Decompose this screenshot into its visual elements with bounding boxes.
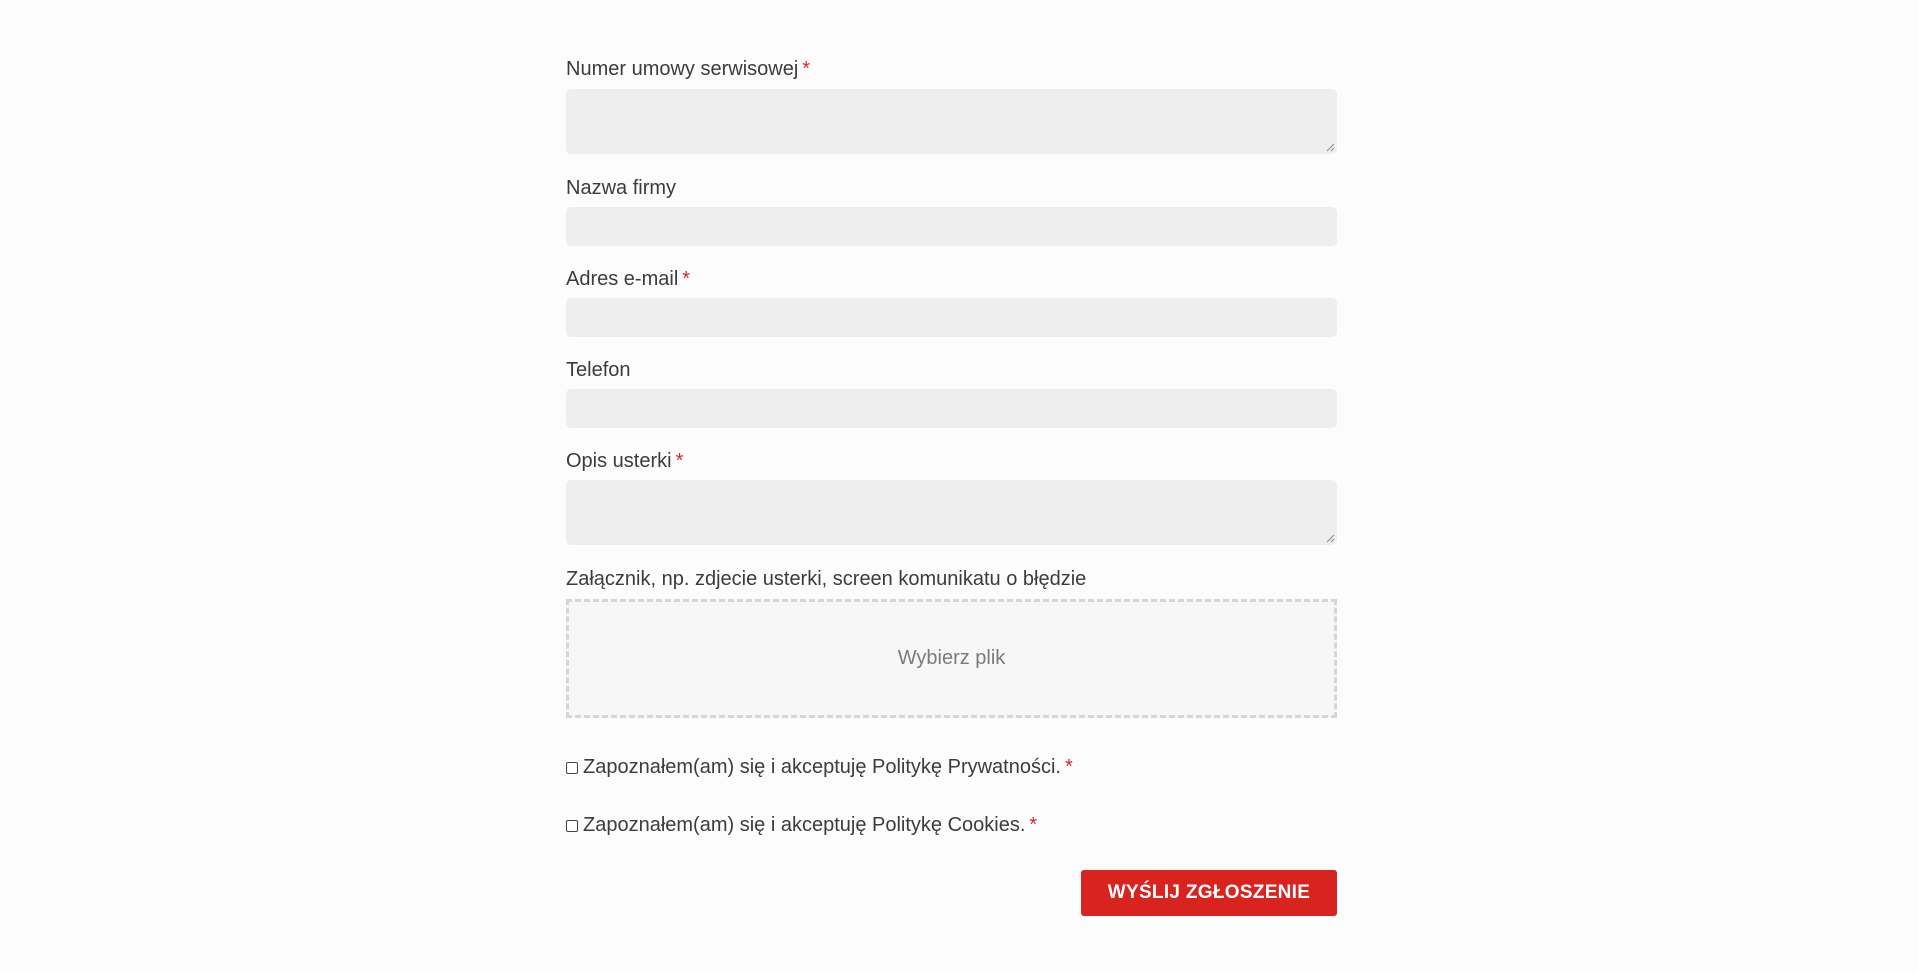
resize-grip-icon[interactable] (1325, 533, 1335, 543)
cookies-consent-row (566, 814, 1037, 837)
attachment-label: Załącznik, np. zdjecie usterki, screen komunikatu o błędzie (566, 568, 1087, 590)
choose-file-button[interactable]: Wybierz plik (897, 647, 1006, 669)
email-input[interactable] (566, 298, 1337, 337)
contract-number-label: Numer umowy serwisowej * (566, 58, 811, 80)
company-name-label: Nazwa firmy (566, 177, 677, 199)
email-label: Adres e-mail * (566, 268, 691, 290)
required-asterisk: * (802, 58, 811, 80)
cookies-consent-label: Zapoznałem(am) się i akceptuję Politykę Cookies. (583, 814, 1026, 836)
resize-grip-icon[interactable] (1325, 142, 1335, 152)
privacy-consent-row (566, 756, 1073, 779)
required-asterisk: * (1064, 756, 1073, 778)
submit-button[interactable]: WYŚLIJ ZGŁOSZENIE (1081, 870, 1337, 916)
phone-input[interactable] (566, 389, 1337, 428)
cookies-consent-checkbox[interactable] (566, 820, 578, 832)
phone-label: Telefon (566, 359, 631, 381)
contract-number-textarea[interactable] (566, 89, 1337, 154)
description-label: Opis usterki * (566, 450, 684, 472)
required-asterisk: * (675, 450, 684, 472)
required-asterisk: * (1029, 814, 1038, 836)
privacy-consent-checkbox[interactable] (566, 762, 578, 774)
privacy-consent-label: Zapoznałem(am) się i akceptuję Politykę Prywatności. (583, 756, 1061, 778)
description-textarea[interactable] (566, 480, 1337, 545)
required-asterisk: * (682, 268, 691, 290)
company-name-input[interactable] (566, 207, 1337, 246)
file-dropzone[interactable] (566, 599, 1337, 718)
